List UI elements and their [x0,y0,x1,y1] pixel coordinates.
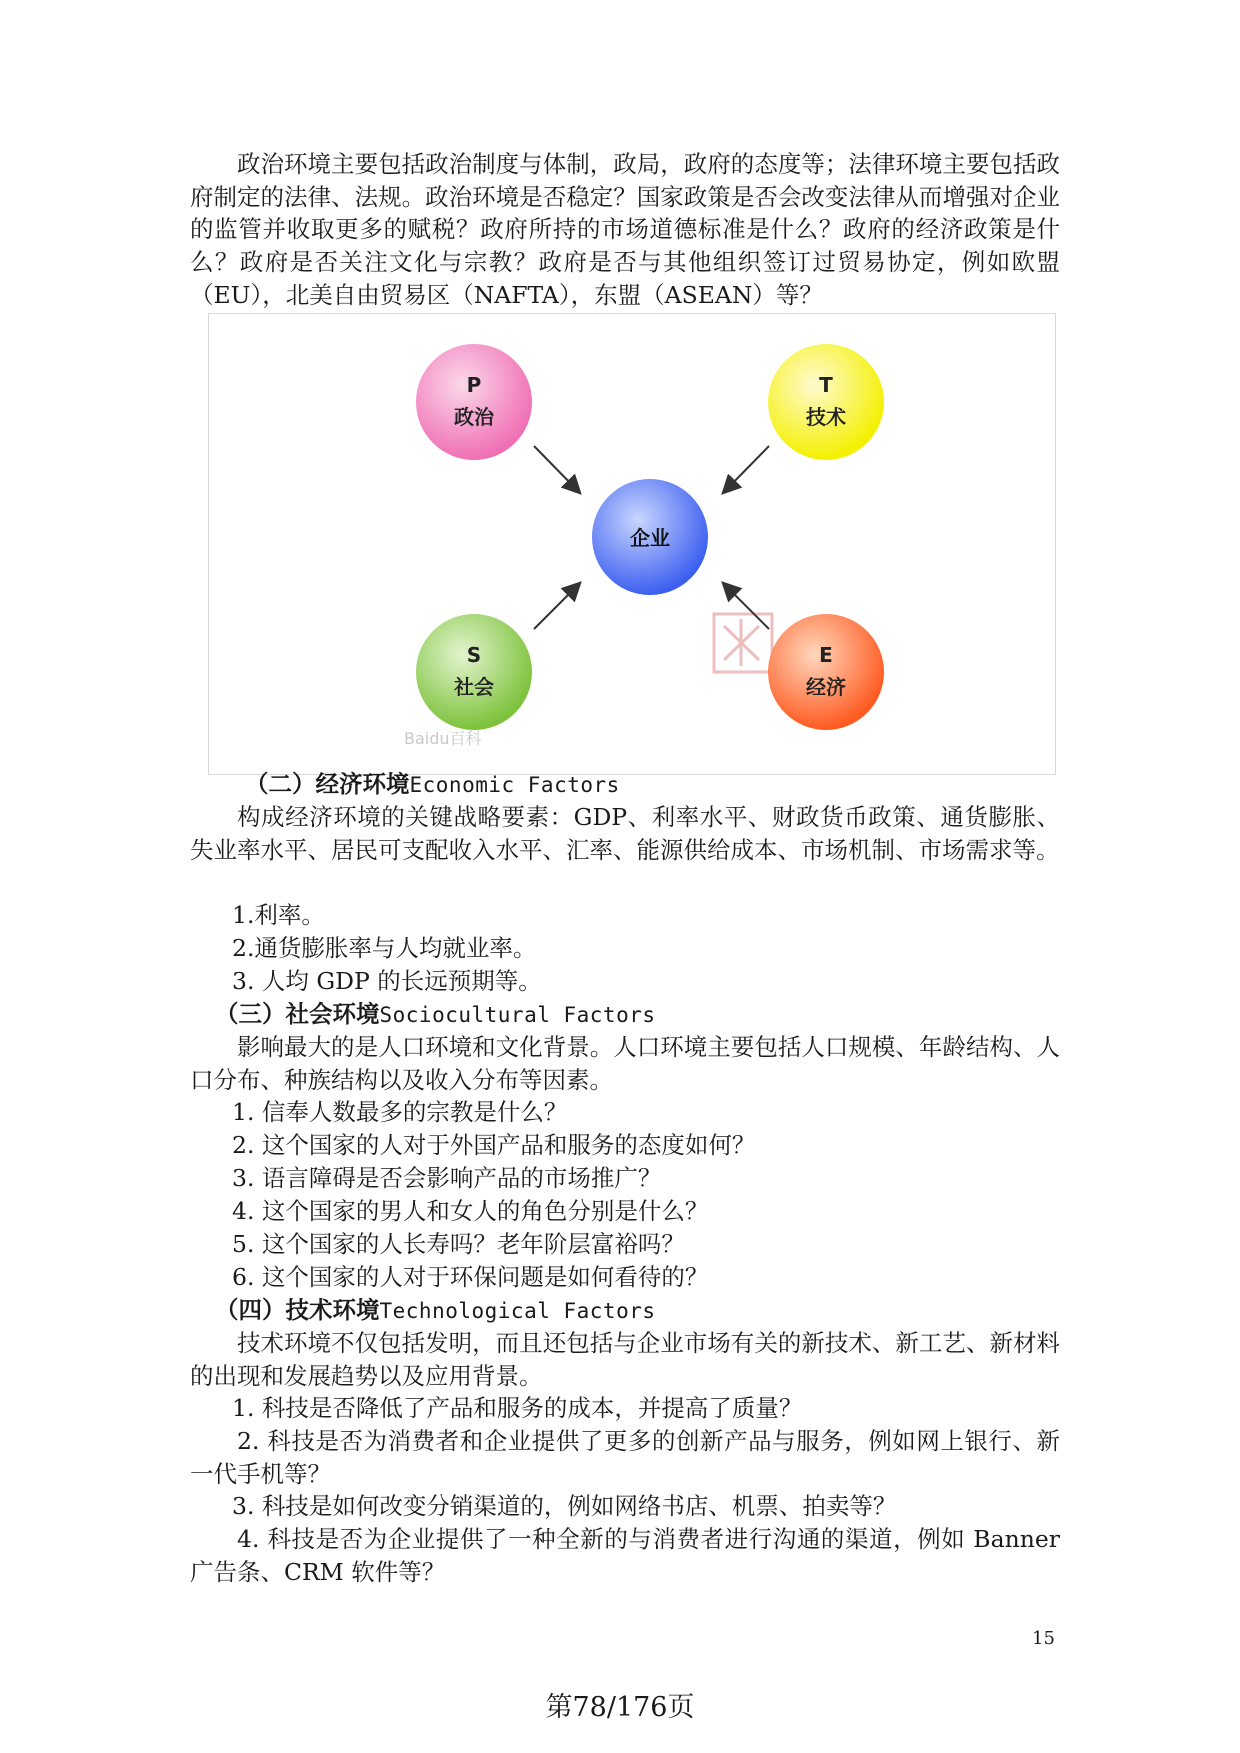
circle-political [416,344,532,460]
section4-item-2: 2. 科技是否为消费者和企业提供了更多的创新产品与服务，例如网上银行、新一代手机等？ [190,1427,1060,1488]
section2-item-3: 3. 人均 GDP 的长远预期等。 [232,967,542,995]
section3-heading-en: Sociocultural Factors [379,1003,656,1027]
section4-item-1: 1. 科技是否降低了产品和服务的成本，并提高了质量？ [232,1394,803,1422]
section2-heading-cn: （二）经济环境 [245,770,410,798]
circle-economic [768,614,884,730]
e-letter: E [819,643,833,667]
section4-heading [215,1294,656,1328]
section3-paragraph: 影响最大的是人口环境和文化背景。人口环境主要包括人口规模、年龄结构、人口分布、种族结构以及收入分布等因素。 [190,1033,1060,1094]
section3-item-4: 4. 这个国家的男人和女人的角色分别是什么？ [232,1197,709,1225]
page-number: 15 [1032,1628,1055,1649]
page-footer: 第78/176页 [545,1692,695,1723]
section2-item-2: 2.通货膨胀率与人均就业率。 [232,934,537,962]
arrow-t [724,446,769,492]
pest-diagram-svg [209,314,1055,774]
section2-paragraph: 构成经济环境的关键战略要素：GDP、利率水平、财政货币政策、通货膨胀、失业率水平、居民可支配收入水平、汇率、能源供给成本、市场机制、市场需求等。 [190,803,1060,864]
section4-item-4: 4. 科技是否为企业提供了一种全新的与消费者进行沟通的渠道，例如 Banner 广告条、CRM 软件等？ [190,1525,1060,1586]
p-label: 政治 [454,405,494,429]
t-letter: T [819,373,833,397]
arrow-e [724,584,769,629]
t-label: 技术 [806,405,846,429]
section4-paragraph: 技术环境不仅包括发明，而且还包括与企业市场有关的新技术、新工艺、新材料的出现和发展趋势以及应用背景。 [190,1329,1060,1390]
section3-item-1: 1. 信奉人数最多的宗教是什么？ [232,1098,568,1126]
section3-heading [215,998,656,1032]
watermark-text: Baidu百科 [404,729,482,748]
s-label: 社会 [454,675,494,699]
circle-social [416,614,532,730]
circle-technological [768,344,884,460]
arrow-s [534,584,579,629]
section3-item-3: 3. 语言障碍是否会影响产品的市场推广？ [232,1164,662,1192]
section4-item-3: 3. 科技是如何改变分销渠道的，例如网络书店、机票、拍卖等？ [232,1492,897,1520]
section4-heading-cn: （四）技术环境 [215,1296,380,1324]
arrow-p [534,446,579,492]
center-label: 企业 [630,526,670,550]
section4-heading-en: Technological Factors [379,1299,656,1323]
section3-heading-cn: （三）社会环境 [215,1000,380,1028]
intro-paragraph: 政治环境主要包括政治制度与体制，政局，政府的态度等；法律环境主要包括政府制定的法律、法规。政治环境是否稳定？国家政策是否会改变法律从而增强对企业的监管并收取更多的赋税？政府所持的市场道德标准是什么？政府的经济政策是什么？政府是否关注文化与宗教？政府是否与其他组织签订过贸易协定，例如欧盟（EU），北美自由贸易区（NAFTA），东盟（ASEAN）等？ [190,150,1060,309]
section3-item-6: 6. 这个国家的人对于环保问题是如何看待的？ [232,1263,709,1291]
section2-heading-en: Economic Factors [409,773,620,797]
e-label: 经济 [806,675,846,699]
section2-item-1: 1.利率。 [232,901,325,929]
pest-diagram [208,313,1056,775]
section2-heading [245,768,620,802]
section3-item-5: 5. 这个国家的人长寿吗？老年阶层富裕吗？ [232,1230,685,1258]
p-letter: P [466,373,482,397]
section3-item-2: 2. 这个国家的人对于外国产品和服务的态度如何？ [232,1131,756,1159]
s-letter: S [466,643,482,667]
circle-enterprise [592,479,708,595]
